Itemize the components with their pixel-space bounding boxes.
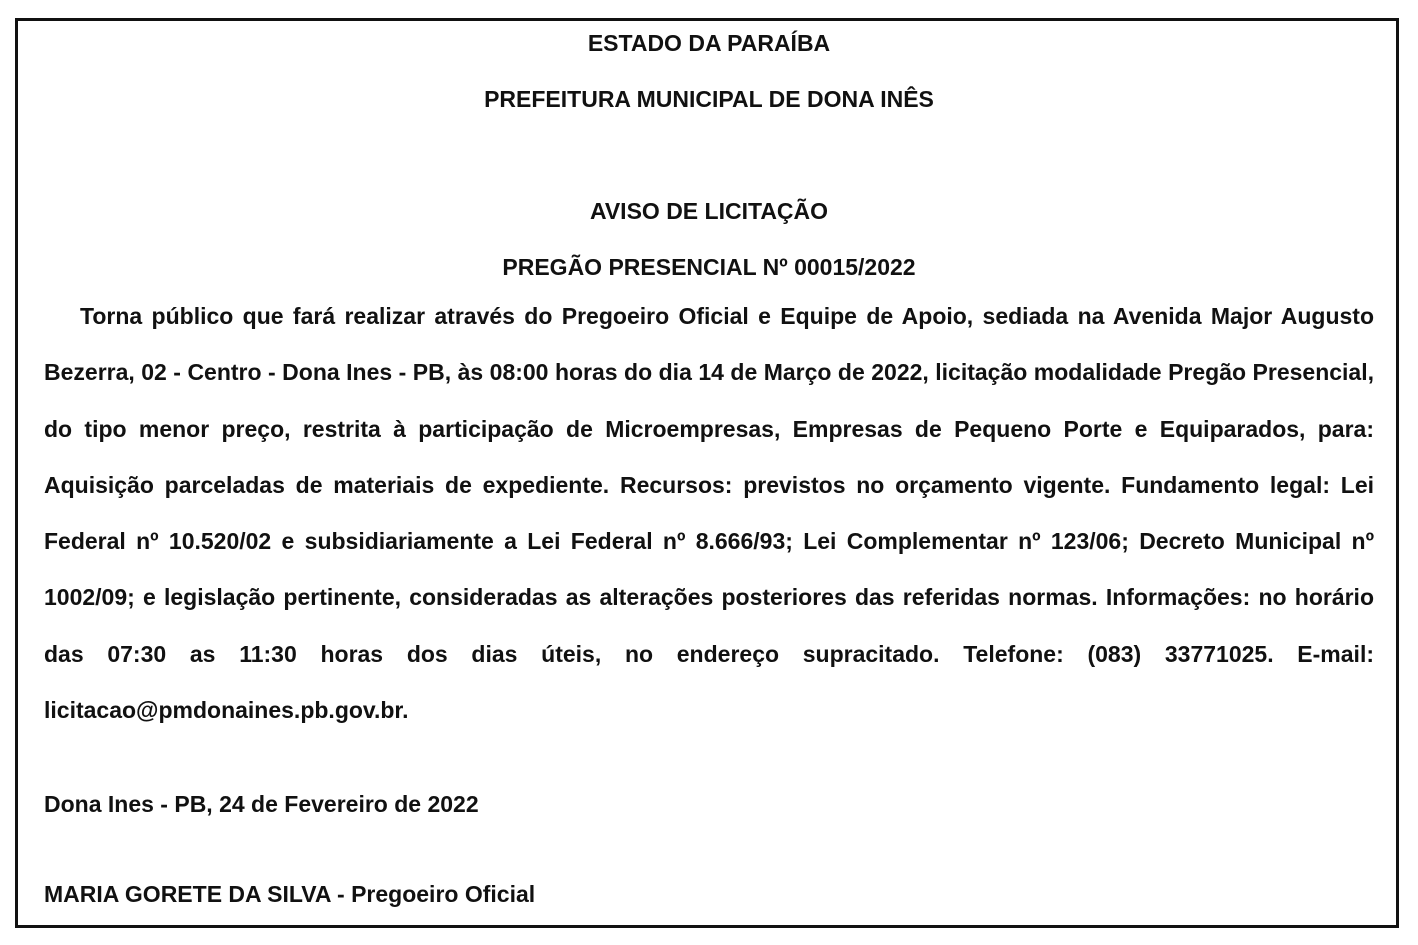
municipality-heading: PREFEITURA MUNICIPAL DE DONA INÊS: [484, 86, 934, 112]
notice-content: [44, 22, 1374, 908]
state-heading: ESTADO DA PARAÍBA: [587, 30, 831, 56]
signature-line: MARIA GORETE DA SILVA - Pregoeiro Oficial: [44, 881, 536, 908]
spacer: [44, 134, 1374, 190]
notice-body: Torna público que fará realizar através do Pregoeiro Oficial e Equipe de Apoio, sediada na Avenida Major Augusto Bezerra, 02 - Centro - Dona Ines - PB, às 08:00 horas do dia 14 de Março de 2022, licitação modalidade Pregão Presencial, do tipo menor preço, restrita à participação de Microempresas, Empresas de Pequeno Porte e Equiparados, para: Aquisição parceladas de materiais de expediente. Recursos: previstos no orçamento vigente. Fundamento legal: Lei Federal nº 10.520/02 e subsidiariamente a Lei Federal nº 8.666/93; Lei Complementar nº 123/06; Decreto Municipal nº 1002/09; e legislação pertinente, consideradas as alterações posteriores das referidas normas. Informações: no horário das 07:30 as 11:30 horas dos dias úteis, no endereço supracitado. Telefone: (083) 33771025. E-mail: licitacao@pmdonaines.pb.gov.br.: [44, 303, 1374, 724]
notice-title: AVISO DE LICITAÇÃO: [589, 198, 829, 224]
date-line: Dona Ines - PB, 24 de Fevereiro de 2022: [44, 791, 479, 818]
notice-subtitle: PREGÃO PRESENCIAL Nº 00015/2022: [502, 254, 916, 280]
